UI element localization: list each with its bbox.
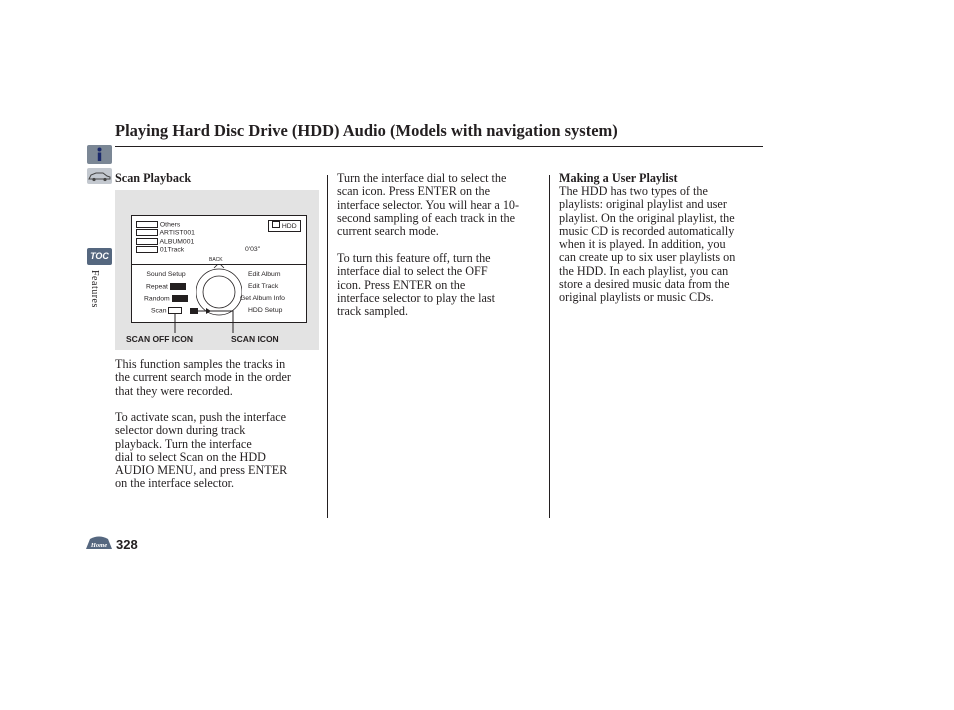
page-title: Playing Hard Disc Drive (HDD) Audio (Models with navigation system)	[115, 121, 618, 140]
scan-icon-callout: SCAN ICON	[231, 334, 279, 344]
menu-item-hdd-setup: HDD Setup	[248, 307, 283, 314]
time-display: 0'03''	[245, 246, 261, 253]
info-icon[interactable]	[87, 145, 112, 164]
callout-lines	[115, 190, 319, 350]
hdd-label: HDD	[281, 223, 297, 230]
scan-off-icon-callout: SCAN OFF ICON	[126, 334, 194, 344]
home-button[interactable]	[85, 536, 113, 550]
col2-paragraph-2: To turn this feature off, turn the interface dial to select the OFF icon. Press ENTER on the interface selector to play the last track sampled.	[337, 251, 496, 319]
menu-item-random: Random	[136, 295, 196, 307]
section-label: Features	[89, 270, 100, 308]
toc-label: TOC	[90, 251, 109, 261]
info-row: Others	[136, 221, 195, 229]
col1-paragraph-2: To activate scan, push the interface selector down during track playback. Turn the interface dial to select Scan on the HDD AUDIO MENU, and press ENTER on the interface selector.	[115, 410, 288, 491]
col2-paragraph-1: Turn the interface dial to select the scan icon. Press ENTER on the interface selector. You will hear a 10- second sampling of each track in the current search mode.	[337, 171, 520, 239]
scan-playback-heading: Scan Playback	[115, 171, 192, 185]
info-row: ARTIST001	[136, 229, 195, 237]
menu-item-edit-track: Edit Track	[248, 283, 279, 290]
column-divider-2	[549, 175, 550, 518]
back-label: BACK	[209, 257, 223, 263]
page-number: 328	[116, 537, 138, 552]
home-label: Home	[90, 542, 108, 549]
menu-item-repeat: Repeat	[136, 283, 196, 295]
user-playlist-heading: Making a User Playlist	[559, 171, 678, 185]
col1-paragraph-1: This function samples the tracks in the current search mode in the order that they were recorded.	[115, 357, 291, 398]
info-row: ALBUM001	[136, 238, 195, 246]
col3-paragraph-1: The HDD has two types of the playlists: original playlist and user playlist. On the original playlist, the music CD is recorded automatically when it is played. In addition, you can create up to six user playlists on the HDD. In each playlist, you can store a desired music data from the original playlists or music CDs.	[559, 184, 736, 305]
menu-item-scan: Scan	[136, 307, 196, 319]
menu-item-get-album-info: Get Album Info	[240, 295, 285, 302]
info-row: 01Track	[136, 246, 195, 254]
title-rule	[115, 146, 763, 147]
menu-item-edit-album: Edit Album	[248, 271, 281, 278]
car-icon[interactable]	[87, 168, 112, 184]
column-divider-1	[327, 175, 328, 518]
menu-item-sound-setup: Sound Setup	[146, 271, 186, 278]
toc-button[interactable]	[87, 248, 112, 265]
